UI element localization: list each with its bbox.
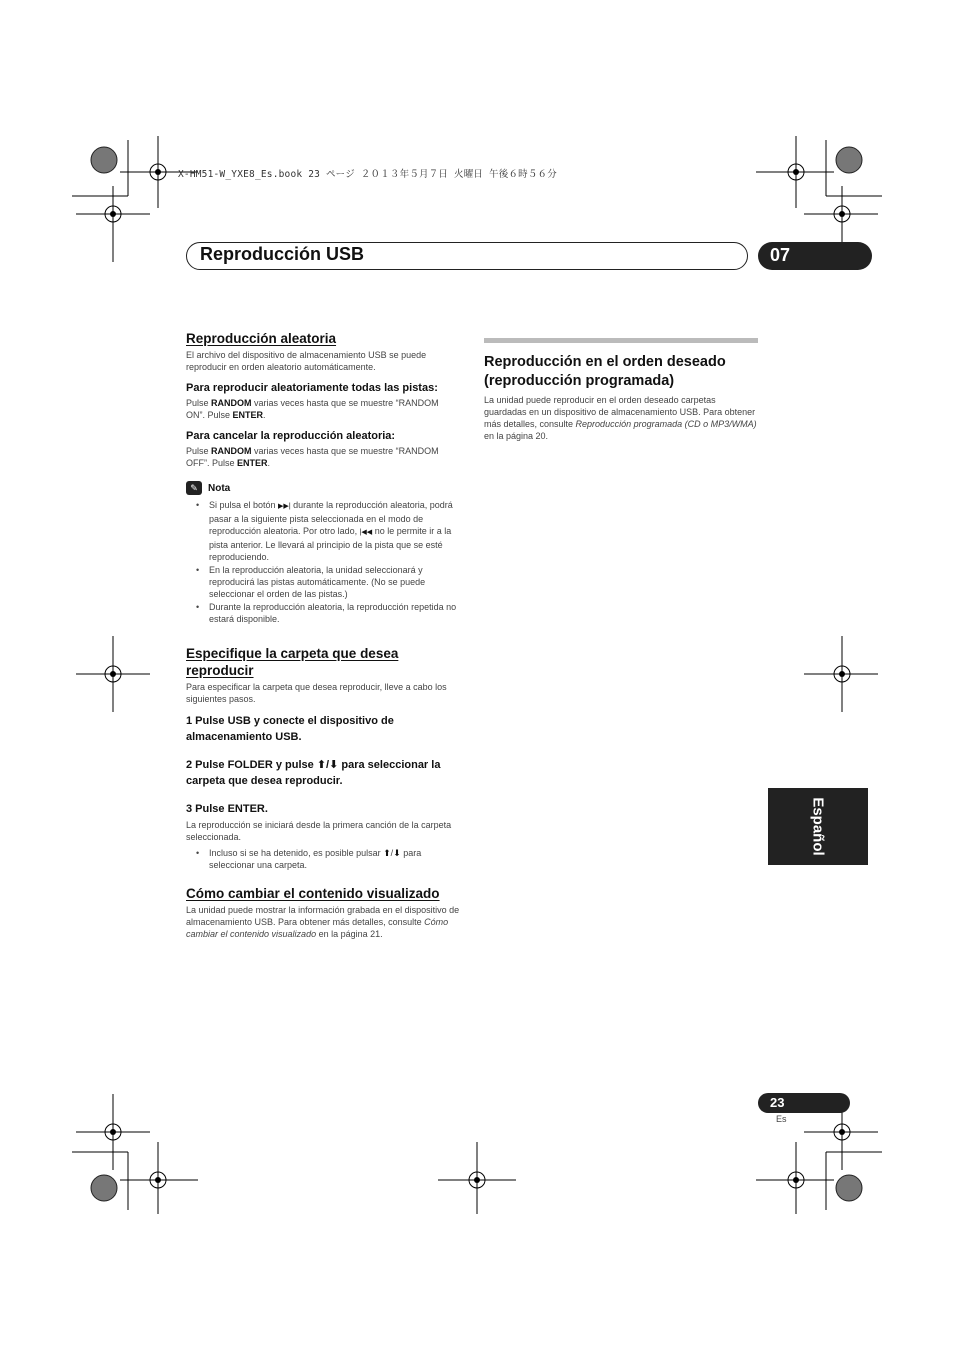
folder-step-3: 3 Pulse ENTER. [186,803,268,815]
page-number: 23 [770,1095,785,1110]
heading-specify-folder: Especifique la carpeta que desea reproducir [186,646,399,678]
up-arrow-icon: ⬆ [316,759,327,771]
page-language-code: Es [776,1114,787,1124]
random-key: RANDOM [211,446,252,456]
random-intro: El archivo del dispositivo de almacenamiento USB se puede reproducir en orden aleatorio automáticamente. [186,350,427,372]
language-tab-label: Español [809,797,827,856]
down-arrow-icon: ⬇ [329,759,339,771]
chapter-title: Reproducción USB [200,244,365,264]
folder-step-2: 2 Pulse FOLDER y pulse ⬆/⬇ para seleccionar la carpeta que desea reproducir. [186,759,441,787]
previous-track-icon: |◀◀ [359,529,373,536]
subheading-random-cancel: Para cancelar la reproducción aleatoria: [186,430,396,442]
heading-change-display: Cómo cambiar el contenido visualizado [186,886,440,901]
note-list [186,499,460,625]
folder-notes [186,847,460,871]
display-text: La unidad puede mostrar la información grabada en el dispositivo de almacenamiento USB. Para obtener más detalles, consulte Cómo cambiar el contenido visualizado en la página 21. [186,905,460,939]
up-arrow-icon: ⬆ [383,848,391,858]
folder-note-item: • Incluso si se ha detenido, es posible pulsar ⬆/⬇ para seleccionar una carpeta. [186,847,460,871]
display-reference: Cómo cambiar el contenido visualizado [186,917,449,939]
folder-intro: Para especificar la carpeta que desea reproducir, lleve a cabo los siguientes pasos. [186,682,447,704]
subheading-random-all: Para reproducir aleatoriamente todas las pistas: [186,382,438,394]
folder-step-3-text: La reproducción se iniciará desde la primera canción de la carpeta seleccionada. [186,820,452,842]
language-tab-label-wrap [768,788,868,865]
program-reference: Reproducción programada (CD o MP3/WMA) [575,419,757,429]
random-key: RANDOM [211,398,252,408]
note-item: • En la reproducción aleatoria, la unidad seleccionará y reproducirá las pistas automáticamente. (No se puede seleccionar el orden de las pistas.) [186,564,460,600]
note-header [186,481,460,495]
random-all-instructions: Pulse RANDOM varias veces hasta que se muestre “RANDOM ON”. Pulse ENTER. [186,398,439,420]
chapter-number: 07 [770,245,791,265]
program-text: La unidad puede reproducir en el orden deseado carpetas guardadas en un dispositivo de almacenamiento USB. Para obtener más detalles, consulte Reproducción programada (CD o MP3/WMA) en la página 20. [484,395,757,441]
next-track-icon: ▶▶| [278,503,291,510]
note-pencil-icon: ✎ [186,481,202,495]
random-cancel-instructions: Pulse RANDOM varias veces hasta que se muestre “RANDOM OFF”. Pulse ENTER. [186,446,439,468]
note-item: • Durante la reproducción aleatoria, la reproducción repetida no estará disponible. [186,601,460,625]
enter-key: ENTER [232,410,264,420]
down-arrow-icon: ⬇ [393,848,401,858]
right-column [484,338,758,442]
heading-programmed-playback: Reproducción en el orden deseado (reproducción programada) [484,354,726,389]
left-column [186,330,460,940]
note-item: • Si pulsa el botón ▶▶| durante la reproducción aleatoria, podrá pasar a la siguiente pista seleccionada en el modo de reproducción aleatoria. Por otro lado, |◀◀ no le permite ir a la pista anterior. Le llevará al principio de la pista que se esté reproduciendo. [186,499,460,563]
note-label: Nota [208,482,231,494]
folder-step-1: 1 Pulse USB y conecte el dispositivo de almacenamiento USB. [186,715,394,743]
enter-key: ENTER [237,458,268,468]
section-divider-bar [484,338,758,343]
heading-random-playback: Reproducción aleatoria [186,331,337,346]
print-file-info: X-HM51-W_YXE8_Es.book 23 ページ ２０１３年５月７日 火曜日 午後６時５６分 [178,169,557,180]
